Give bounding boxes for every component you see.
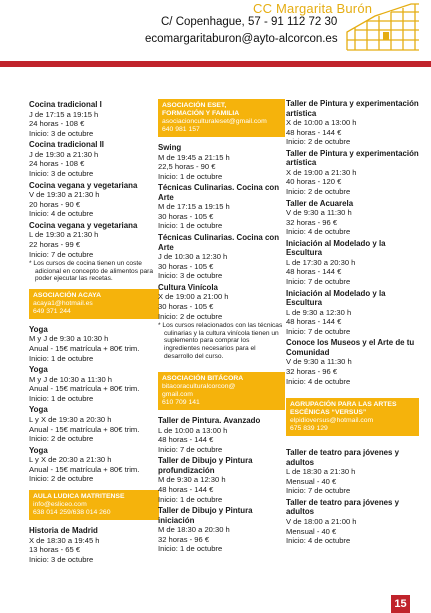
course-title: Yoga xyxy=(29,445,48,455)
association-phone: 649 371 244 xyxy=(33,307,71,315)
header-red-bar xyxy=(0,61,431,67)
building-logo-icon xyxy=(345,2,421,52)
association-email[interactable]: acaya1@hotmail.es xyxy=(33,299,93,307)
course-start: Inicio: 1 de octubre xyxy=(158,544,223,554)
course-price: 32 horas - 96 € xyxy=(286,367,338,376)
course-schedule: V de 9:30 a 11:30 h xyxy=(286,357,352,367)
association-box-aula-ludica xyxy=(29,490,159,520)
course-tecnicas-1 xyxy=(158,183,285,231)
course-start: Inicio: 2 de octubre xyxy=(29,434,94,444)
course-price: 48 horas - 144 € xyxy=(286,267,342,277)
course-start: Inicio: 2 de octubre xyxy=(29,474,94,484)
course-schedule: X de 19:00 a 21:30 h xyxy=(286,167,357,177)
course-price: 48 horas - 144 € xyxy=(286,317,342,327)
course-tecnicas-2 xyxy=(158,233,285,281)
course-schedule: L de 18:30 a 21:30 h xyxy=(286,467,356,477)
course-yoga-4 xyxy=(29,446,159,484)
course-title: Cultura Vinícola xyxy=(158,282,218,292)
course-schedule: J de 19:30 a 21:30 h xyxy=(29,149,99,159)
course-price: 48 horas - 144 € xyxy=(158,484,214,494)
course-title: Yoga xyxy=(29,324,48,334)
course-dibujo-profundizacion xyxy=(158,456,285,504)
association-email-2[interactable]: gmail.com xyxy=(162,391,193,399)
course-schedule: M de 17:15 a 19:15 h xyxy=(158,202,230,212)
course-price: 30 horas - 105 € xyxy=(158,301,214,311)
course-title: Iniciación al Modelado y la Escultura xyxy=(286,288,386,308)
course-start: Inicio: 7 de octubre xyxy=(29,249,94,259)
course-title: Historia de Madrid xyxy=(29,526,98,536)
course-cocina-1 xyxy=(29,100,159,138)
course-title: Conoce los Museos y el Arte de tu Comunidad xyxy=(286,338,415,357)
course-start: Inicio: 1 de octubre xyxy=(29,393,94,403)
course-vinicola xyxy=(158,283,285,321)
association-name-2: ESCÉNICAS “VERSUS” xyxy=(290,409,367,417)
association-box-eset xyxy=(158,99,285,137)
course-historia xyxy=(29,526,159,564)
course-title: Taller de teatro para jóvenes y adultos xyxy=(286,448,399,467)
association-phone: 640 981 157 xyxy=(162,126,200,133)
association-box-acaya xyxy=(29,289,159,319)
association-phone: 638 014 259/638 014 260 xyxy=(33,509,111,517)
association-email[interactable]: asociacionculturaleset@gmail.com xyxy=(162,118,267,125)
association-name: ASOCIACIÓN ESET, xyxy=(162,102,227,109)
course-schedule: M de 19:45 a 21:15 h xyxy=(158,152,230,162)
course-acuarela xyxy=(286,199,419,237)
association-email[interactable]: bitacoraculturalcorcon@ xyxy=(162,383,236,391)
course-price: 22 horas - 99 € xyxy=(29,239,81,249)
course-title: Taller de Pintura y experimentación artística xyxy=(286,99,419,118)
course-start: Inicio: 1 de octubre xyxy=(158,171,223,181)
course-museos xyxy=(286,338,419,386)
association-name: AULA LUDICA MATRITENSE xyxy=(33,493,125,501)
course-pintura-avanzado xyxy=(158,416,285,454)
course-teatro-2 xyxy=(286,498,419,546)
course-cocina-2 xyxy=(29,140,159,178)
course-title: Cocina tradicional I xyxy=(29,100,102,109)
course-start: Inicio: 3 de octubre xyxy=(29,168,94,178)
course-start: Inicio: 4 de octubre xyxy=(286,227,351,237)
course-start: Inicio: 4 de octubre xyxy=(286,376,351,386)
course-title: Cocina vegana y vegetariana xyxy=(29,220,138,230)
course-start: Inicio: 1 de octubre xyxy=(29,353,94,363)
course-price: 32 horas - 96 € xyxy=(286,217,338,227)
association-name: ASOCIACIÓN BITÁCORA xyxy=(162,375,244,383)
course-schedule: M de 18:30 a 20:30 h xyxy=(158,525,230,535)
course-title: Cocina tradicional II xyxy=(29,140,104,150)
course-price: 24 horas - 108 € xyxy=(29,159,85,169)
course-price: 48 horas - 144 € xyxy=(286,127,342,137)
association-name: AGRUPACIÓN PARA LAS ARTES xyxy=(290,401,397,409)
course-schedule: V de 18:00 a 21:00 h xyxy=(286,516,357,526)
course-schedule: J de 17:15 a 19:15 h xyxy=(29,109,99,119)
course-price: Anual - 15€ matrícula + 80€ trim. xyxy=(29,344,140,353)
course-schedule: V de 19:30 a 21:30 h xyxy=(29,190,100,200)
course-schedule: L de 10:00 a 13:00 h xyxy=(158,425,228,435)
course-schedule: L de 19:30 a 21:30 h xyxy=(29,230,99,240)
course-vegana-1 xyxy=(29,181,159,219)
course-start: Inicio: 1 de octubre xyxy=(158,494,223,504)
course-pintura-exp-2 xyxy=(286,149,419,197)
course-modelado-2 xyxy=(286,289,419,337)
course-price: 32 horas - 96 € xyxy=(158,534,210,544)
course-schedule: M de 9:30 a 12:30 h xyxy=(158,475,226,485)
course-schedule: L y X de 19:30 a 20:30 h xyxy=(29,414,112,424)
course-price: Anual - 15€ matrícula + 80€ trim. xyxy=(29,424,140,434)
course-start: Inicio: 3 de octubre xyxy=(29,554,94,564)
course-start: Inicio: 1 de octubre xyxy=(158,221,223,231)
course-price: Anual - 15€ matrícula + 80€ trim. xyxy=(29,384,140,394)
course-title: Taller de Dibujo y Pintura profundización xyxy=(158,456,253,475)
course-start: Inicio: 7 de octubre xyxy=(286,326,351,336)
course-price: 30 horas - 105 € xyxy=(158,211,214,221)
course-title: Taller de Pintura y experimentación artística xyxy=(286,148,419,168)
course-schedule: M y J de 9:30 a 10:30 h xyxy=(29,334,109,344)
course-schedule: M y J de 10:30 a 11:30 h xyxy=(29,374,113,384)
association-email[interactable]: info@esliceo.com xyxy=(33,501,87,509)
column-2 xyxy=(158,99,285,554)
course-start: Inicio: 7 de octubre xyxy=(286,486,351,496)
course-start: Inicio: 7 de octubre xyxy=(158,444,223,454)
course-schedule: V de 9:30 a 11:30 h xyxy=(286,208,352,218)
association-box-versus xyxy=(286,398,419,436)
course-title: Cocina vegana y vegetariana xyxy=(29,180,138,190)
course-title: Yoga xyxy=(29,405,48,415)
course-yoga-2 xyxy=(29,365,159,403)
course-dibujo-iniciacion xyxy=(158,506,285,554)
header-address: C/ Copenhague, 57 - 91 112 72 30 xyxy=(161,16,338,28)
course-title: Técnicas Culinarias. Cocina con Arte xyxy=(158,183,280,202)
course-teatro-1 xyxy=(286,448,419,496)
course-schedule: X de 18:30 a 19:45 h xyxy=(29,535,100,545)
course-start: Inicio: 4 de octubre xyxy=(29,209,94,219)
association-email[interactable]: elpidioversus@hotmail.com xyxy=(290,417,374,425)
course-title: Técnicas Culinarias. Cocina con Arte xyxy=(158,233,280,252)
course-title: Yoga xyxy=(29,365,48,375)
course-title: Swing xyxy=(158,143,182,152)
course-schedule: L de 9:30 a 12:30 h xyxy=(286,307,352,317)
course-modelado-1 xyxy=(286,239,419,287)
course-start: Inicio: 2 de octubre xyxy=(158,311,223,321)
course-title: Taller de Dibujo y Pintura iniciación xyxy=(158,506,253,525)
header-email: ecomargaritaburon@ayto-alcorcon.es xyxy=(145,33,338,45)
association-name: ASOCIACIÓN ACAYA xyxy=(33,291,101,299)
course-price: Anual - 15€ matrícula + 80€ trim. xyxy=(29,464,140,474)
course-price: 40 horas - 120 € xyxy=(286,177,342,187)
course-schedule: L y X de 20:30 a 21:30 h xyxy=(29,455,112,465)
course-pintura-exp-1 xyxy=(286,99,419,147)
course-price: Mensual - 40 € xyxy=(286,526,337,536)
course-price: 24 horas - 108 € xyxy=(29,119,85,129)
course-schedule: J de 10:30 a 12:30 h xyxy=(158,252,228,262)
course-swing xyxy=(158,143,285,181)
column-1 xyxy=(29,98,159,564)
course-start: Inicio: 3 de octubre xyxy=(29,128,94,138)
course-start: Inicio: 2 de octubre xyxy=(286,137,351,147)
course-title: Taller de Acuarela xyxy=(286,198,354,208)
course-yoga-3 xyxy=(29,405,159,443)
course-schedule: L de 17:30 a 20:30 h xyxy=(286,257,356,267)
association-phone: 675 839 129 xyxy=(290,425,328,433)
course-vegana-2 xyxy=(29,221,159,259)
course-start: Inicio: 3 de octubre xyxy=(158,271,223,281)
course-start: Inicio: 7 de octubre xyxy=(286,277,351,287)
course-title: Iniciación al Modelado y la Escultura xyxy=(286,238,386,258)
course-price: 30 horas - 105 € xyxy=(158,261,214,271)
page-number: 15 xyxy=(391,595,410,613)
header-title: CC Margarita Burón xyxy=(253,1,373,16)
course-title: Taller de Pintura. Avanzado xyxy=(158,416,261,426)
course-price: 48 horas - 144 € xyxy=(158,435,214,445)
association-box-bitacora xyxy=(158,372,285,410)
course-price: 13 horas - 65 € xyxy=(29,545,81,555)
course-price: Mensual - 40 € xyxy=(286,476,337,486)
course-start: Inicio: 4 de octubre xyxy=(286,536,351,546)
course-price: 22,5 horas - 90 € xyxy=(158,162,216,172)
culinary-note: * Los cursos relacionados con las técnicas culinarias y la cultura vinícola tienen un suplemento para comprar los ingredientes necesarios para el desarrollo del curso. xyxy=(158,322,283,360)
column-3 xyxy=(286,97,419,546)
course-schedule: X de 10:00 a 13:00 h xyxy=(286,118,357,127)
cooking-note: * Los cursos de cocina tienen un coste adicional en concepto de alimentos para poder ejecutar las recetas. xyxy=(29,260,154,283)
course-price: 20 horas - 90 € xyxy=(29,199,81,209)
association-name-2: FORMACIÓN Y FAMILIA xyxy=(162,110,240,117)
course-title: Taller de teatro para jóvenes y adultos xyxy=(286,497,399,517)
course-start: Inicio: 2 de octubre xyxy=(286,186,351,196)
course-schedule: X de 19:00 a 21:00 h xyxy=(158,292,229,302)
course-yoga-1 xyxy=(29,325,159,363)
association-phone: 610 709 141 xyxy=(162,399,200,407)
